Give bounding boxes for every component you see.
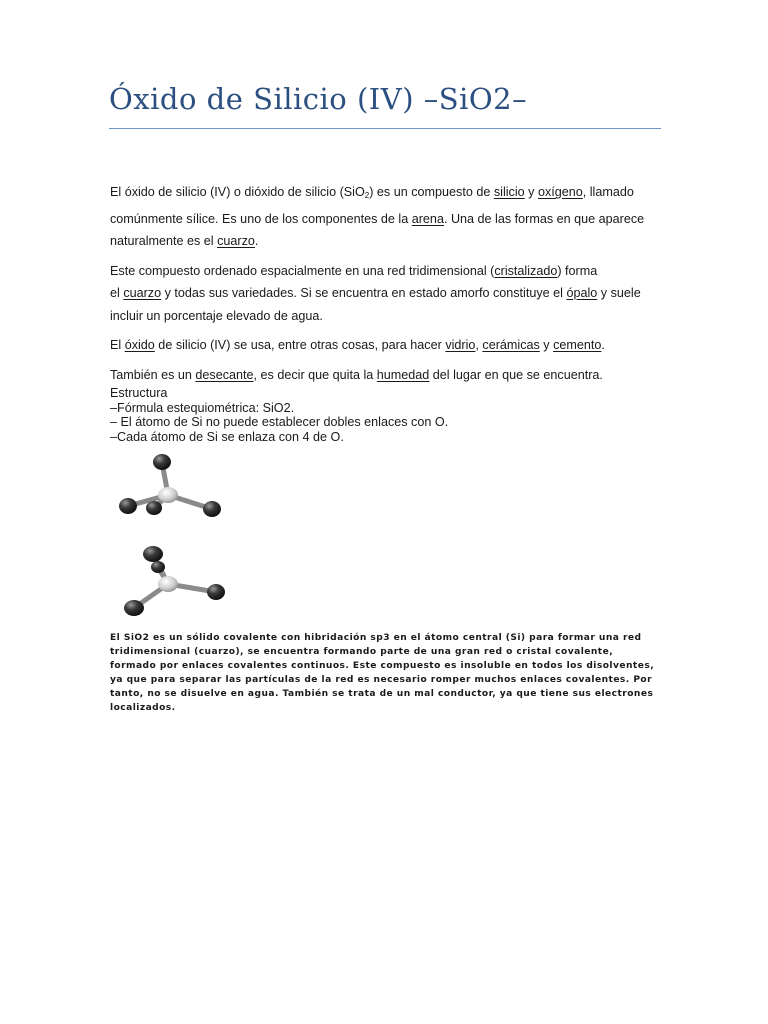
text: , llamado comúnmente sílice. Es uno de los componentes de la [110,185,634,226]
link-ceramicas[interactable]: cerámicas [482,338,540,352]
title-underline [109,128,661,129]
text: , es decir que quita la [253,367,377,382]
link-oxigeno[interactable]: oxígeno [537,185,583,199]
text: y suele incluir un porcentaje elevado de agua. [110,286,641,323]
structure-line: –Cada átomo de Si se enlaza con 4 de O. [110,429,344,444]
link-oxido[interactable]: óxido [124,338,155,352]
text: También es un [110,367,196,382]
structure-line: –Fórmula estequiométrica: SiO2. [110,400,295,415]
text: ) es un compuesto de [369,185,494,199]
bold-paragraph: El SiO2 es un sólido covalente con hibridación sp3 en el átomo central (Si) para formar una red tridimensional (cuarzo), se encuentra formando parte de una gran red o cristal covalente, formado por enlaces covalentes continuos. Este compuesto es insoluble en todos los disolventes, ya que para separar las partículas de la red es necesario romper muchos enlaces covalentes. Por tanto, no se disuelve en agua. También se trata de un mal conductor, ya que tiene sus electrones localizados. [110,633,655,713]
document-title: Óxido de Silicio (IV) –SiO2– [109,82,528,116]
document-body [110,181,666,444]
text: de silicio (IV) se usa, entre otras cosas, para hacer [154,338,446,352]
text: ) forma [557,263,598,278]
paragraph-uses [110,334,666,357]
text: El [110,338,125,352]
molecule-image-1 [112,450,236,522]
link-opalo[interactable]: ópalo [566,286,598,300]
link-vidrio[interactable]: vidrio [445,338,476,352]
structure-list [110,386,666,444]
link-humedad[interactable]: humedad [376,367,430,382]
molecule-image-2 [118,542,236,620]
link-silicio[interactable]: silicio [493,185,525,199]
paragraph-desiccant [110,364,666,387]
text: . [254,234,259,248]
link-desecante[interactable]: desecante [195,367,254,382]
text: y todas sus variedades. Si se encuentra en estado amorfo constituye el [161,286,567,300]
link-cristalizado[interactable]: cristalizado [494,263,558,278]
link-cemento[interactable]: cemento [553,338,602,352]
link-arena[interactable]: arena [411,211,444,226]
link-cuarzo[interactable]: cuarzo [217,234,255,248]
text: y [539,338,554,352]
link-cuarzo-2[interactable]: cuarzo [123,286,162,300]
paragraph-definition [110,181,666,253]
text: El óxido de silicio (IV) o dióxido de silicio (SiO [110,185,365,199]
paragraph-structure [110,260,666,328]
text: . [601,338,605,352]
structure-heading: Estructura [110,386,168,400]
subscript: 2 [364,191,370,200]
text: . Una de las formas en que aparece naturalmente es el [110,211,645,248]
text: el [110,286,124,300]
text: y [524,185,538,199]
text: del lugar en que se encuentra. [429,367,603,382]
structure-line: – El átomo de Si no puede establecer dobles enlaces con O. [110,415,449,429]
text: Este compuesto ordenado espacialmente en una red tridimensional ( [110,263,495,278]
text: , [475,338,483,352]
